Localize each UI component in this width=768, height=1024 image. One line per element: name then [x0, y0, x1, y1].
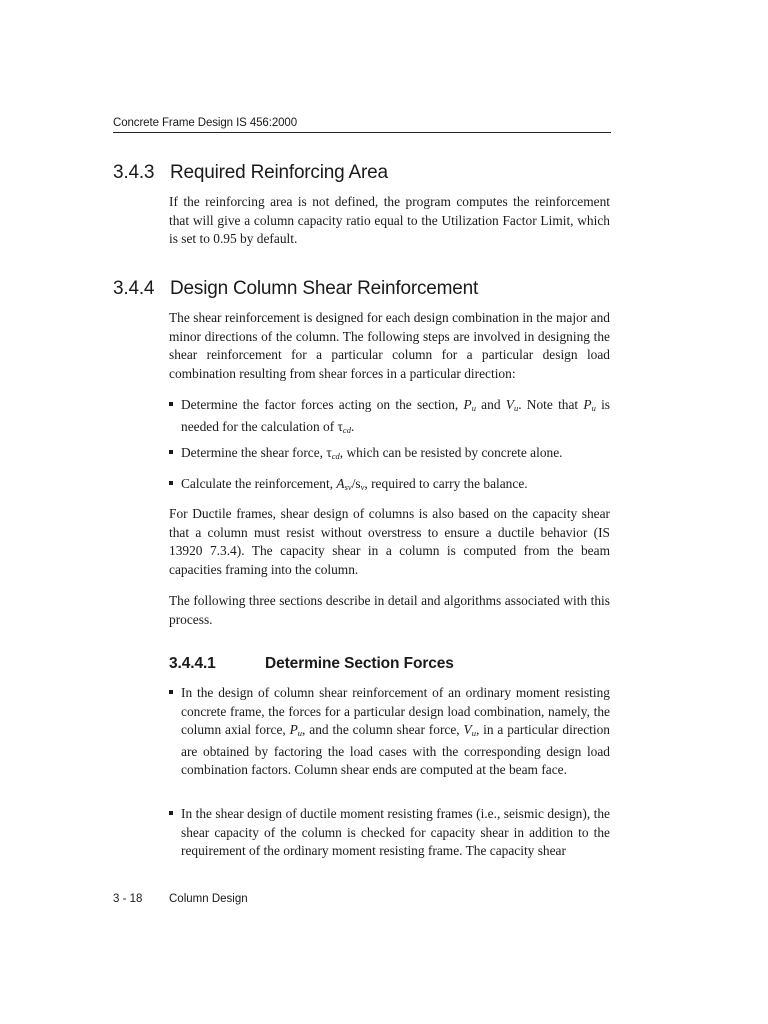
bullet-marker	[169, 684, 181, 703]
section-number: 3.4.4.1	[169, 655, 216, 672]
section-number: 3.4.4	[113, 278, 155, 299]
paragraph-shear-intro: The shear reinforcement is designed for each design combination in the major and minor directions of the column. The following steps are involved in designing the shear reinforcement for a particular column for a particular design load combination resulting from shear forces in a particular direction:	[169, 310, 610, 381]
list-item-text: Determine the factor forces acting on the section, $P_u$ and $V_u$. Note that $P_u$ is needed for the calculation of $\tau_{cd}$.	[181, 397, 611, 435]
bullet-marker	[169, 475, 181, 494]
chapter-name: Column Design	[169, 893, 248, 905]
running-header	[113, 117, 611, 133]
page-number: 3 - 18	[113, 893, 143, 905]
section-number: 3.4.3	[113, 162, 155, 183]
page-footer	[113, 893, 248, 905]
paragraph-following-sections: The following three sections describe in detail and algorithms associated with this process.	[169, 593, 610, 627]
list-item-calculate-reinforcement	[169, 475, 610, 497]
section-title: Design Column Shear Reinforcement	[170, 278, 479, 299]
section-heading-3-4-4-1	[169, 655, 454, 673]
list-item-ductile-frame	[169, 805, 610, 861]
list-item-shear-force	[169, 444, 610, 466]
section-title: Required Reinforcing Area	[170, 162, 388, 183]
section-title: Determine Section Forces	[265, 655, 454, 672]
list-item-text: In the shear design of ductile moment resisting frames (i.e., seismic design), the shear capacity of the column is checked for capacity shear in addition to the requirement of the ordinary moment resisting frame. The capacity shear	[181, 806, 610, 858]
section-heading-3-4-3	[113, 162, 388, 184]
bullet-marker	[169, 805, 181, 824]
list-item-text: Determine the shear force, $\tau_{cd}$, which can be resisted by concrete alone.	[181, 445, 563, 461]
list-item-text: In the design of column shear reinforcement of an ordinary moment resisting concrete frame, the forces for a particular design load combination, namely, the column axial force, $P_u$, and the column shear force, $V_u$, in a particular direction are obtained by factoring the load cases with the corresponding design load combination factors. Column shear ends are computed at the beam face.	[181, 685, 610, 777]
paragraph-required-reinforcing-area: If the reinforcing area is not defined, the program computes the reinforcement that will give a column capacity ratio equal to the Utilization Factor Limit, which is set to 0.95 by default.	[169, 194, 610, 246]
bullet-marker	[169, 396, 181, 415]
list-item-factor-forces	[169, 396, 610, 439]
list-item-ordinary-frame	[169, 684, 610, 780]
list-item-text: Calculate the reinforcement, $A_{sv}/s_v$, required to carry the balance.	[181, 476, 528, 492]
running-header-title: Concrete Frame Design IS 456:2000	[113, 117, 297, 129]
section-heading-3-4-4	[113, 278, 478, 300]
bullet-marker	[169, 444, 181, 463]
paragraph-ductile-frames: For Ductile frames, shear design of columns is also based on the capacity shear that a column must resist without overstress to ensure a ductile behavior (IS 13920 7.3.4). The capacity shear in a column is computed from the beam capacities framing into the column.	[169, 506, 610, 577]
